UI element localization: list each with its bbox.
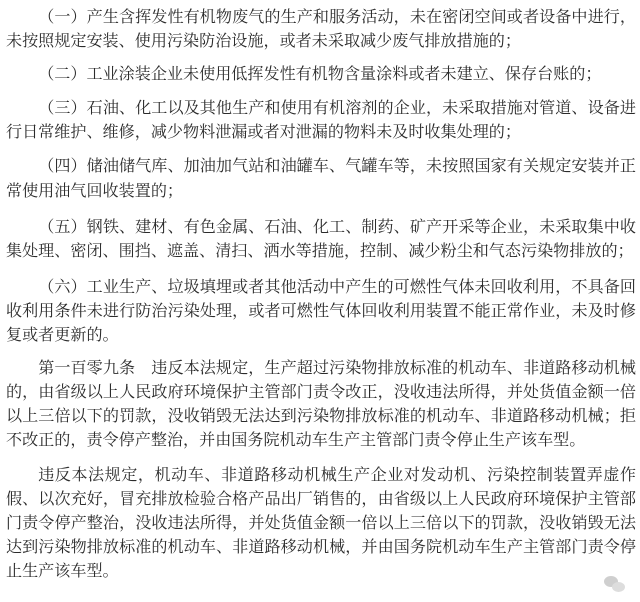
clause-item-5: （五）钢铁、建材、有色金属、石油、化工、制药、矿产开采等企业，未采取集中收集处理、密闭、围挡、遮盖、清扫、洒水等措施，控制、减少粉尘和气态污染物排放的； [6, 216, 636, 260]
clause-item-2: （二）工业涂装企业未使用低挥发性有机物含量涂料或者未建立、保存台账的； [38, 64, 602, 84]
wechat-logo-icon [604, 576, 626, 594]
watermark [604, 576, 626, 594]
article-109-paragraph: 第一百零九条 违反本法规定，生产超过污染物排放标准的机动车、非道路移动机械的，由省级以上人民政府环境保护主管部门责令改正，没收违法所得，并处货值金额一倍以上三倍以下的罚款，没收销毁无法达到污染物排放标准的机动车、非道路移动机械；拒不改正的，责令停产整治，并由国务院机动车生产主管部门责令停止生产该车型。 [6, 358, 636, 450]
clause-item-4: （四）储油储气库、加油加气站和油罐车、气罐车等，未按照国家有关规定安装并正常使用油气回收装置的； [6, 156, 636, 200]
article-109-second-paragraph: 违反本法规定，机动车、非道路移动机械生产企业对发动机、污染控制装置弄虚作假、以次充好，冒充排放检验合格产品出厂销售的，由省级以上人民政府环境保护主管部门责令停产整治，没收违法所得，并处货值金额一倍以上三倍以下的罚款，没收销毁无法达到污染物排放标准的机动车、非道路移动机械，并由国务院机动车生产主管部门责令停止生产该车型。 [6, 464, 636, 580]
clause-item-6: （六）工业生产、垃圾填埋或者其他活动中产生的可燃性气体未回收利用，不具备回收利用条件未进行防治污染处理，或者可燃性气体回收利用装置不能正常作业，未及时修复或者更新的。 [6, 276, 636, 345]
clause-item-1: （一）产生含挥发性有机物废气的生产和服务活动，未在密闭空间或者设备中进行，未按照规定安装、使用污染防治设施，或者未采取减少废气排放措施的； [6, 7, 636, 51]
document-body [6, 5, 636, 583]
clause-item-3: （三）石油、化工以及其他生产和使用有机溶剂的企业，未采取措施对管道、设备进行日常维护、维修，减少物料泄漏或者对泄漏的物料未及时收集处理的； [6, 98, 636, 142]
